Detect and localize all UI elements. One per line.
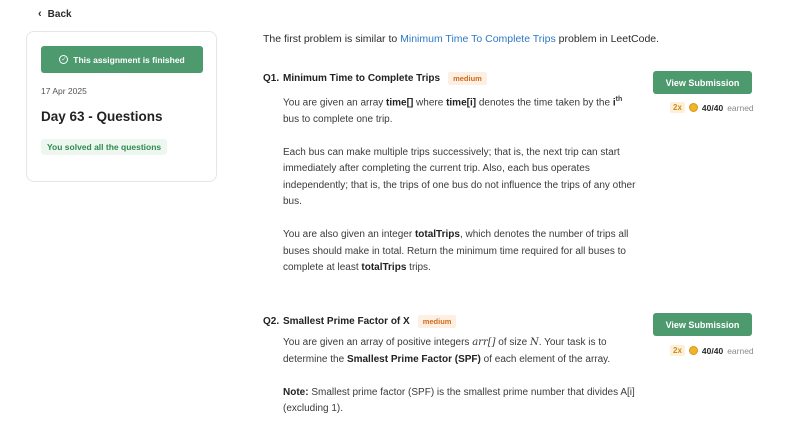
multiplier-badge: 2x xyxy=(670,102,685,113)
text: 1 xyxy=(331,403,337,414)
text: of each element of the array. xyxy=(480,353,611,365)
difficulty-badge: medium xyxy=(418,315,457,328)
question-title: Smallest Prime Factor of X xyxy=(283,316,410,327)
text: of size xyxy=(495,337,530,348)
coin-icon xyxy=(689,103,698,112)
text: You are given an array xyxy=(283,97,387,109)
question-title: Minimum Time to Complete Trips xyxy=(283,73,441,84)
points-value: 40/40 xyxy=(701,102,724,113)
assignment-card xyxy=(26,31,217,182)
assignment-date: 17 Apr 2025 xyxy=(41,86,87,96)
points-value: 40/40 xyxy=(701,345,724,356)
earned-label: earned xyxy=(727,345,754,356)
math-term: arr[] xyxy=(472,337,496,348)
text: ). xyxy=(336,403,344,414)
difficulty-badge: medium xyxy=(448,72,487,85)
code-term: totalTrips xyxy=(414,229,460,241)
intro-suffix: problem in LeetCode. xyxy=(555,33,660,45)
question-header xyxy=(263,72,487,85)
code-term: totalTrips xyxy=(361,262,407,274)
points-earned xyxy=(670,345,754,356)
earned-label: earned xyxy=(727,102,754,113)
question-paragraph xyxy=(283,335,639,368)
leetcode-link[interactable]: Minimum Time To Complete Trips xyxy=(400,33,556,45)
question-body xyxy=(283,92,639,293)
assignment-finished-banner xyxy=(41,46,203,73)
question-paragraph xyxy=(283,227,639,277)
question-paragraph: Each bus can make multiple trips successively; that is, the next trip can start immediately after completing the current trip. Also, each bus operates independently; that is, the trips of one bus do not influence the trips of any other bus. xyxy=(283,146,636,208)
text: trips. xyxy=(406,262,431,274)
question-2 xyxy=(263,315,635,414)
multiplier-badge: 2x xyxy=(670,345,685,356)
assignment-status-label: This assignment is finished xyxy=(73,54,185,65)
view-submission-button[interactable]: View Submission xyxy=(653,71,752,94)
check-circle-icon: ✓ xyxy=(61,56,67,63)
question-paragraph xyxy=(283,385,639,418)
question-paragraph xyxy=(283,92,639,128)
coin-icon xyxy=(689,346,698,355)
math-term: i xyxy=(612,97,616,109)
text: You are also given an integer xyxy=(283,229,415,241)
code-term: time[i] xyxy=(446,97,477,109)
back-label: Back xyxy=(47,8,72,20)
text: You are given an array of positive integers xyxy=(283,337,473,348)
intro-text xyxy=(263,33,659,45)
text: denotes the time taken by the xyxy=(476,97,613,109)
superscript: th xyxy=(615,96,623,103)
question-body xyxy=(283,335,639,433)
question-number: Q1. xyxy=(263,73,280,84)
intro-prefix: The first problem is similar to xyxy=(263,33,401,45)
code-term: time[] xyxy=(386,97,414,109)
question-1 xyxy=(263,72,636,274)
page-title: Day 63 - Questions xyxy=(41,109,163,124)
math-term: N xyxy=(530,337,539,348)
bold-term: Smallest Prime Factor (SPF) xyxy=(346,353,481,365)
text: where xyxy=(413,97,447,109)
question-number: Q2. xyxy=(263,316,280,327)
solved-badge: You solved all the questions xyxy=(41,139,167,155)
text: Smallest prime factor (SPF) is the smallest prime number that divides A[i] (excluding xyxy=(283,386,635,414)
back-button[interactable] xyxy=(38,8,72,20)
points-earned xyxy=(670,102,754,113)
text: bus to complete one trip. xyxy=(283,113,393,125)
text: , which denotes the number of trips all buses should make in total. Return the minimum time required for all buses to complete at least xyxy=(283,229,629,274)
chevron-left-icon: ‹ xyxy=(38,8,42,20)
view-submission-button[interactable]: View Submission xyxy=(653,313,752,336)
note-label: Note: xyxy=(283,386,309,398)
question-header xyxy=(263,315,456,328)
text: . Your task is to determine the xyxy=(283,337,607,365)
